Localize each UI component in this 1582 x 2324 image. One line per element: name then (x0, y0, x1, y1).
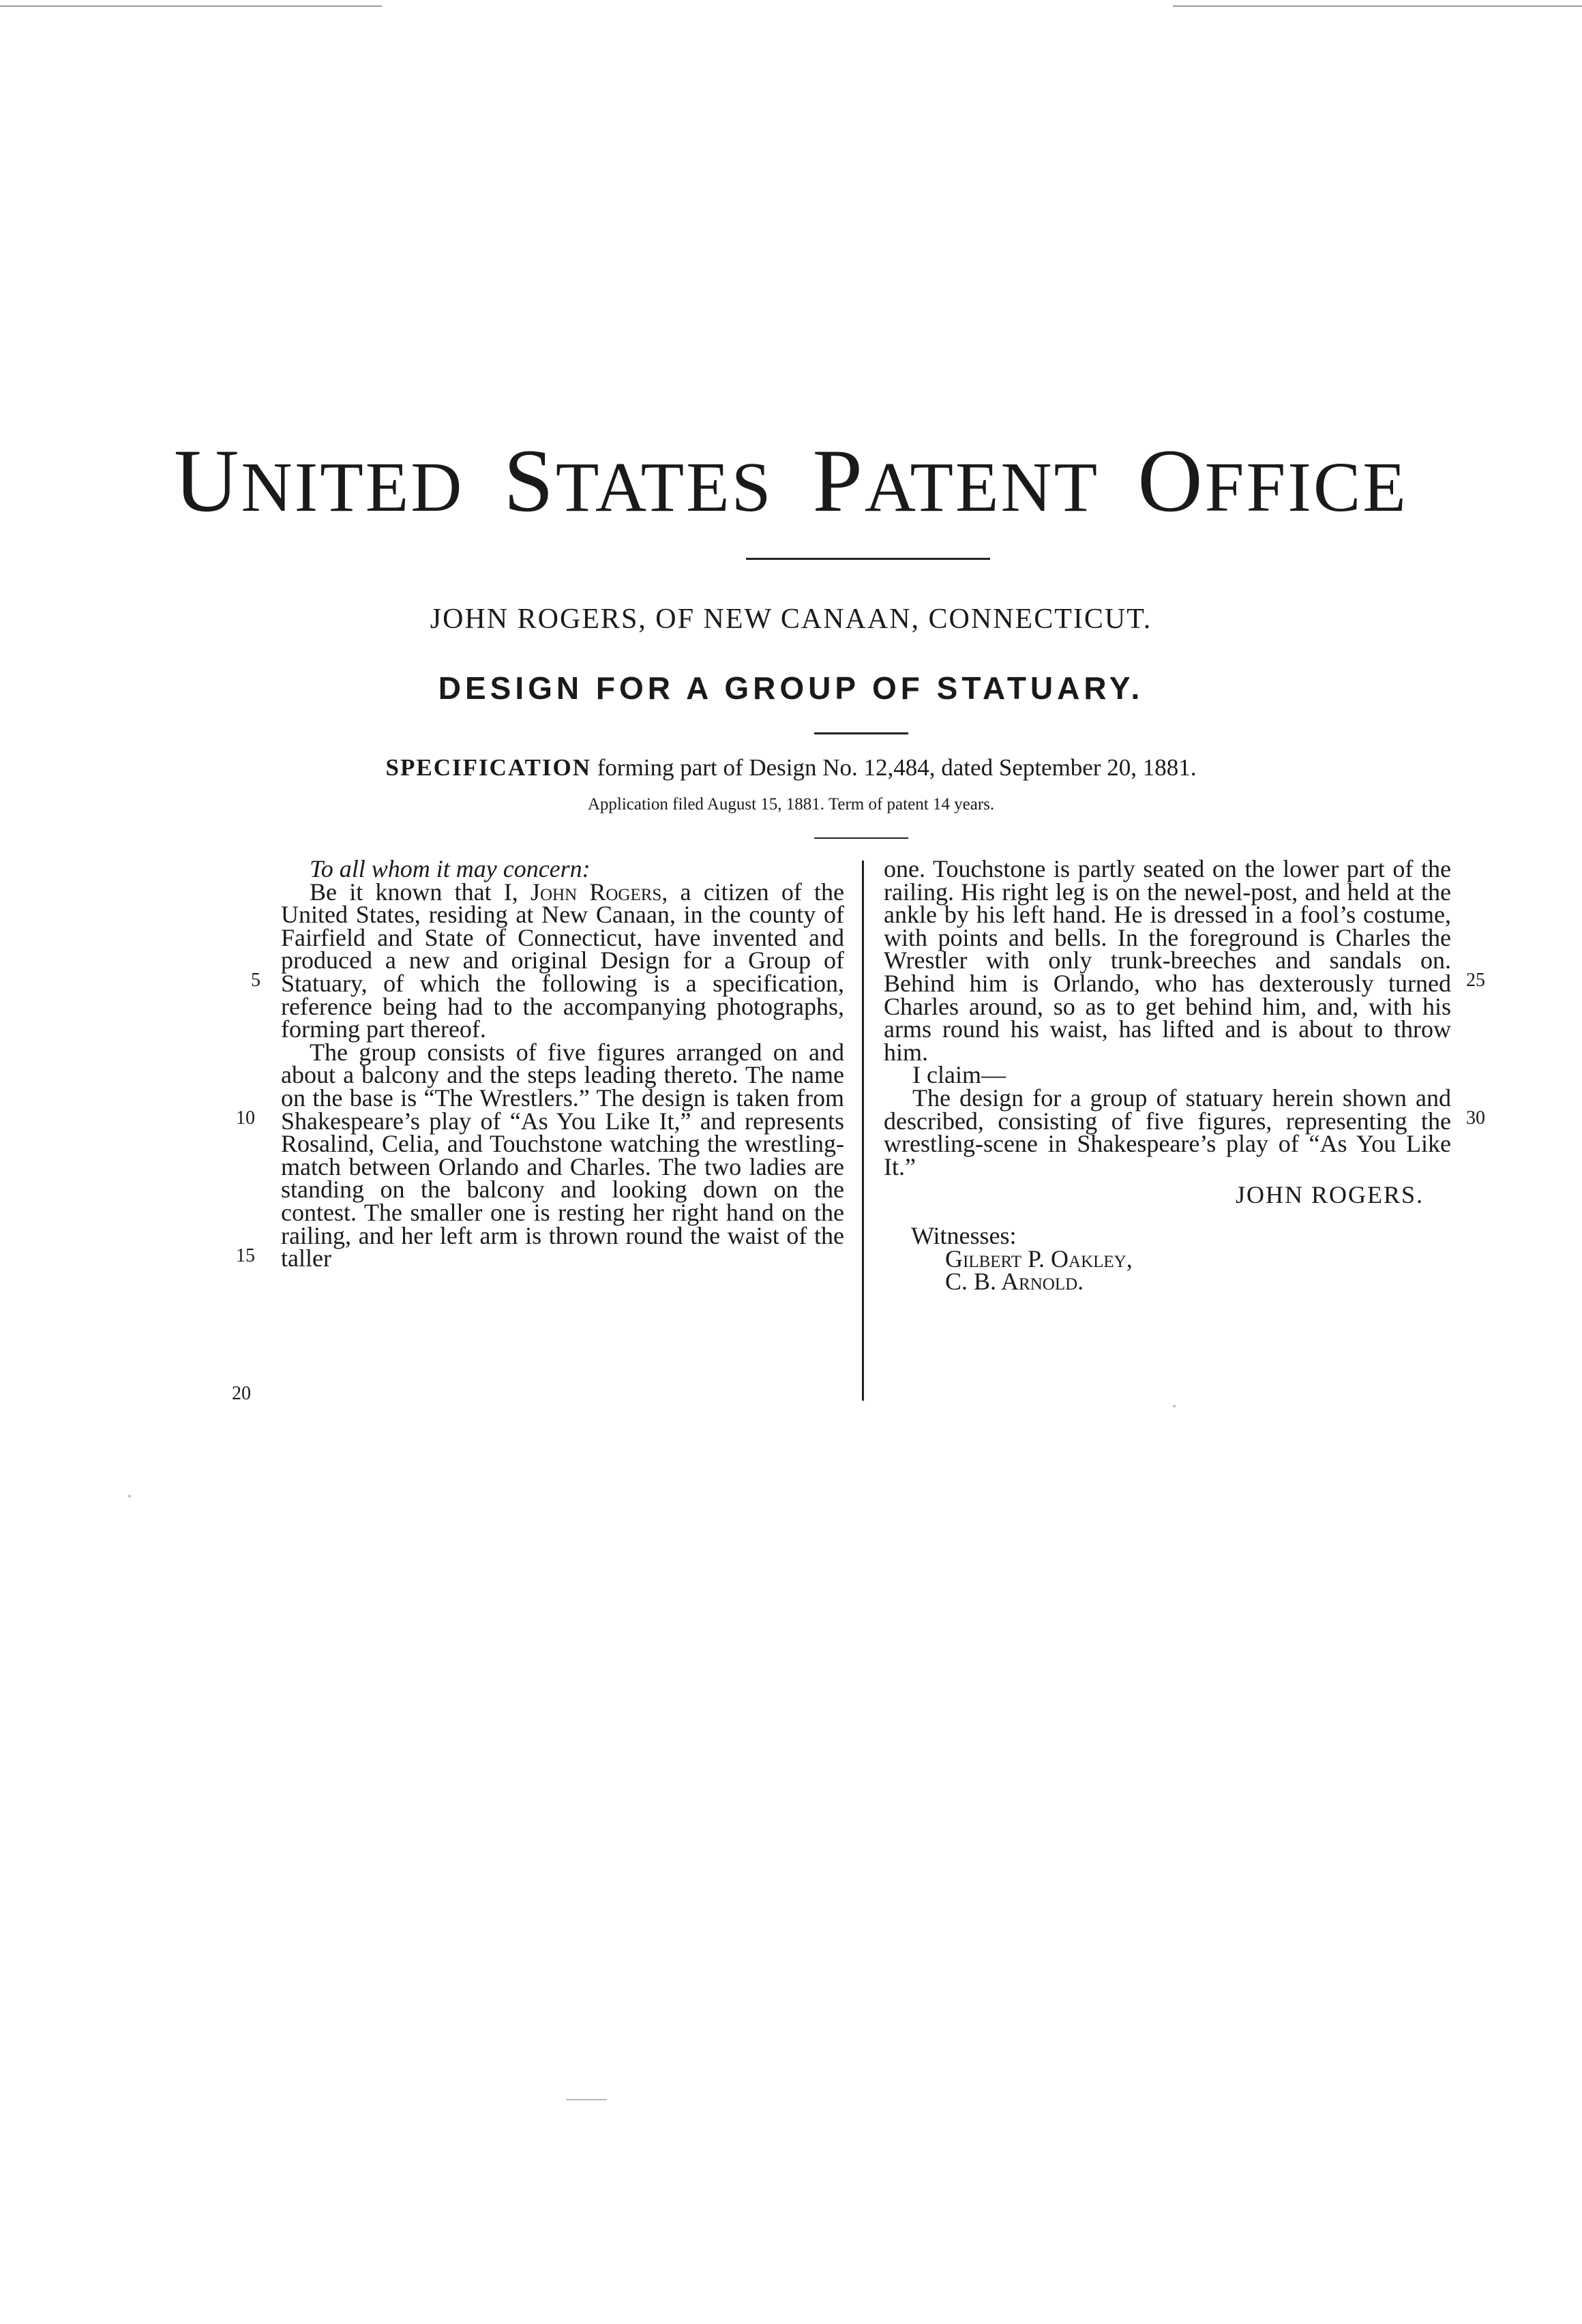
claim-text: The design for a group of statuary herein shown and described, consisting of five figures, representing the wrestling-scene in Shakespeare’s play of “As You Like It.” (884, 1084, 1451, 1180)
specification-rest: forming part of Design No. 12,484, dated September 20, 1881. (597, 754, 1197, 781)
scan-edge-line (0, 5, 382, 7)
header-rule (746, 558, 990, 560)
scan-speck (1173, 1405, 1176, 1407)
witness-name: Gilbert P. Oakley, (945, 1245, 1133, 1272)
spec-rule (814, 837, 908, 839)
title-rule (814, 732, 908, 734)
body-paragraph: one. Touchstone is partly seated on the lower part of the railing. His right leg is on the newel-post, and held at the ankle by his left hand. He is dressed in a fool’s costume, with points and bells. In the foreground is Charles the Wrestler with only trunk-breeches and sandals on. Behind him is Orlando, who has dexterously turned Charles around, so as to get behind him, and, with his arms round his waist, has lifted and is about to throw him. (884, 855, 1451, 1066)
specification-lead: SPECIFICATION (385, 754, 592, 781)
line-number: 20 (232, 1383, 251, 1404)
right-column (884, 855, 1451, 1296)
body-paragraph: Be it known that I, John Rogers, a citizen of the United States, residing at New Canaan, in the county of Fairfield and State of Connecticut, have invented and produced a new and original Design for a Group of Statuary, of which the following is a specification, reference being had to the accompanying photographs, forming part thereof. (281, 878, 844, 1043)
line-number: 15 (236, 1245, 255, 1266)
line-number: 30 (1466, 1107, 1485, 1129)
line-number: 10 (236, 1107, 255, 1129)
office-title: UNITED STATES PATENT OFFICE (174, 430, 1408, 531)
witnesses-label: Witnesses: (911, 1221, 1017, 1249)
signature: JOHN ROGERS. (1235, 1181, 1424, 1209)
scan-speck (128, 1495, 131, 1498)
witness-name: C. B. Arnold. (945, 1268, 1084, 1296)
column-divider (862, 861, 864, 1401)
claim-intro: I claim— (912, 1061, 1006, 1089)
specification-line (0, 754, 1582, 781)
left-column (281, 855, 844, 1272)
scan-edge-line (1173, 5, 1582, 7)
inventor-line: JOHN ROGERS, OF NEW CANAAN, CONNECTICUT. (430, 604, 1152, 635)
line-number: 25 (1466, 970, 1485, 991)
design-title: DESIGN FOR A GROUP OF STATUARY. (438, 670, 1144, 706)
scan-speck (566, 2099, 607, 2100)
salutation: To all whom it may concern: (310, 855, 591, 882)
body-paragraph: The group consists of five figures arranged on and about a balcony and the steps leading thereto. The name on the base is “The Wrestlers.” The design is taken from Shakespeare’s play of “As You Like It,” and represents Rosalind, Celia, and Touchstone watching the wrestling-match between Orlando and Charles. The two ladies are standing on the balcony and looking down on the contest. The smaller one is resting her right hand on the railing, and her left arm is thrown round the waist of the taller (281, 1038, 844, 1272)
application-line: Application filed August 15, 1881. Term of patent 14 years. (587, 795, 995, 814)
inventor-name: John Rogers (530, 878, 662, 906)
line-number: 5 (251, 970, 260, 991)
